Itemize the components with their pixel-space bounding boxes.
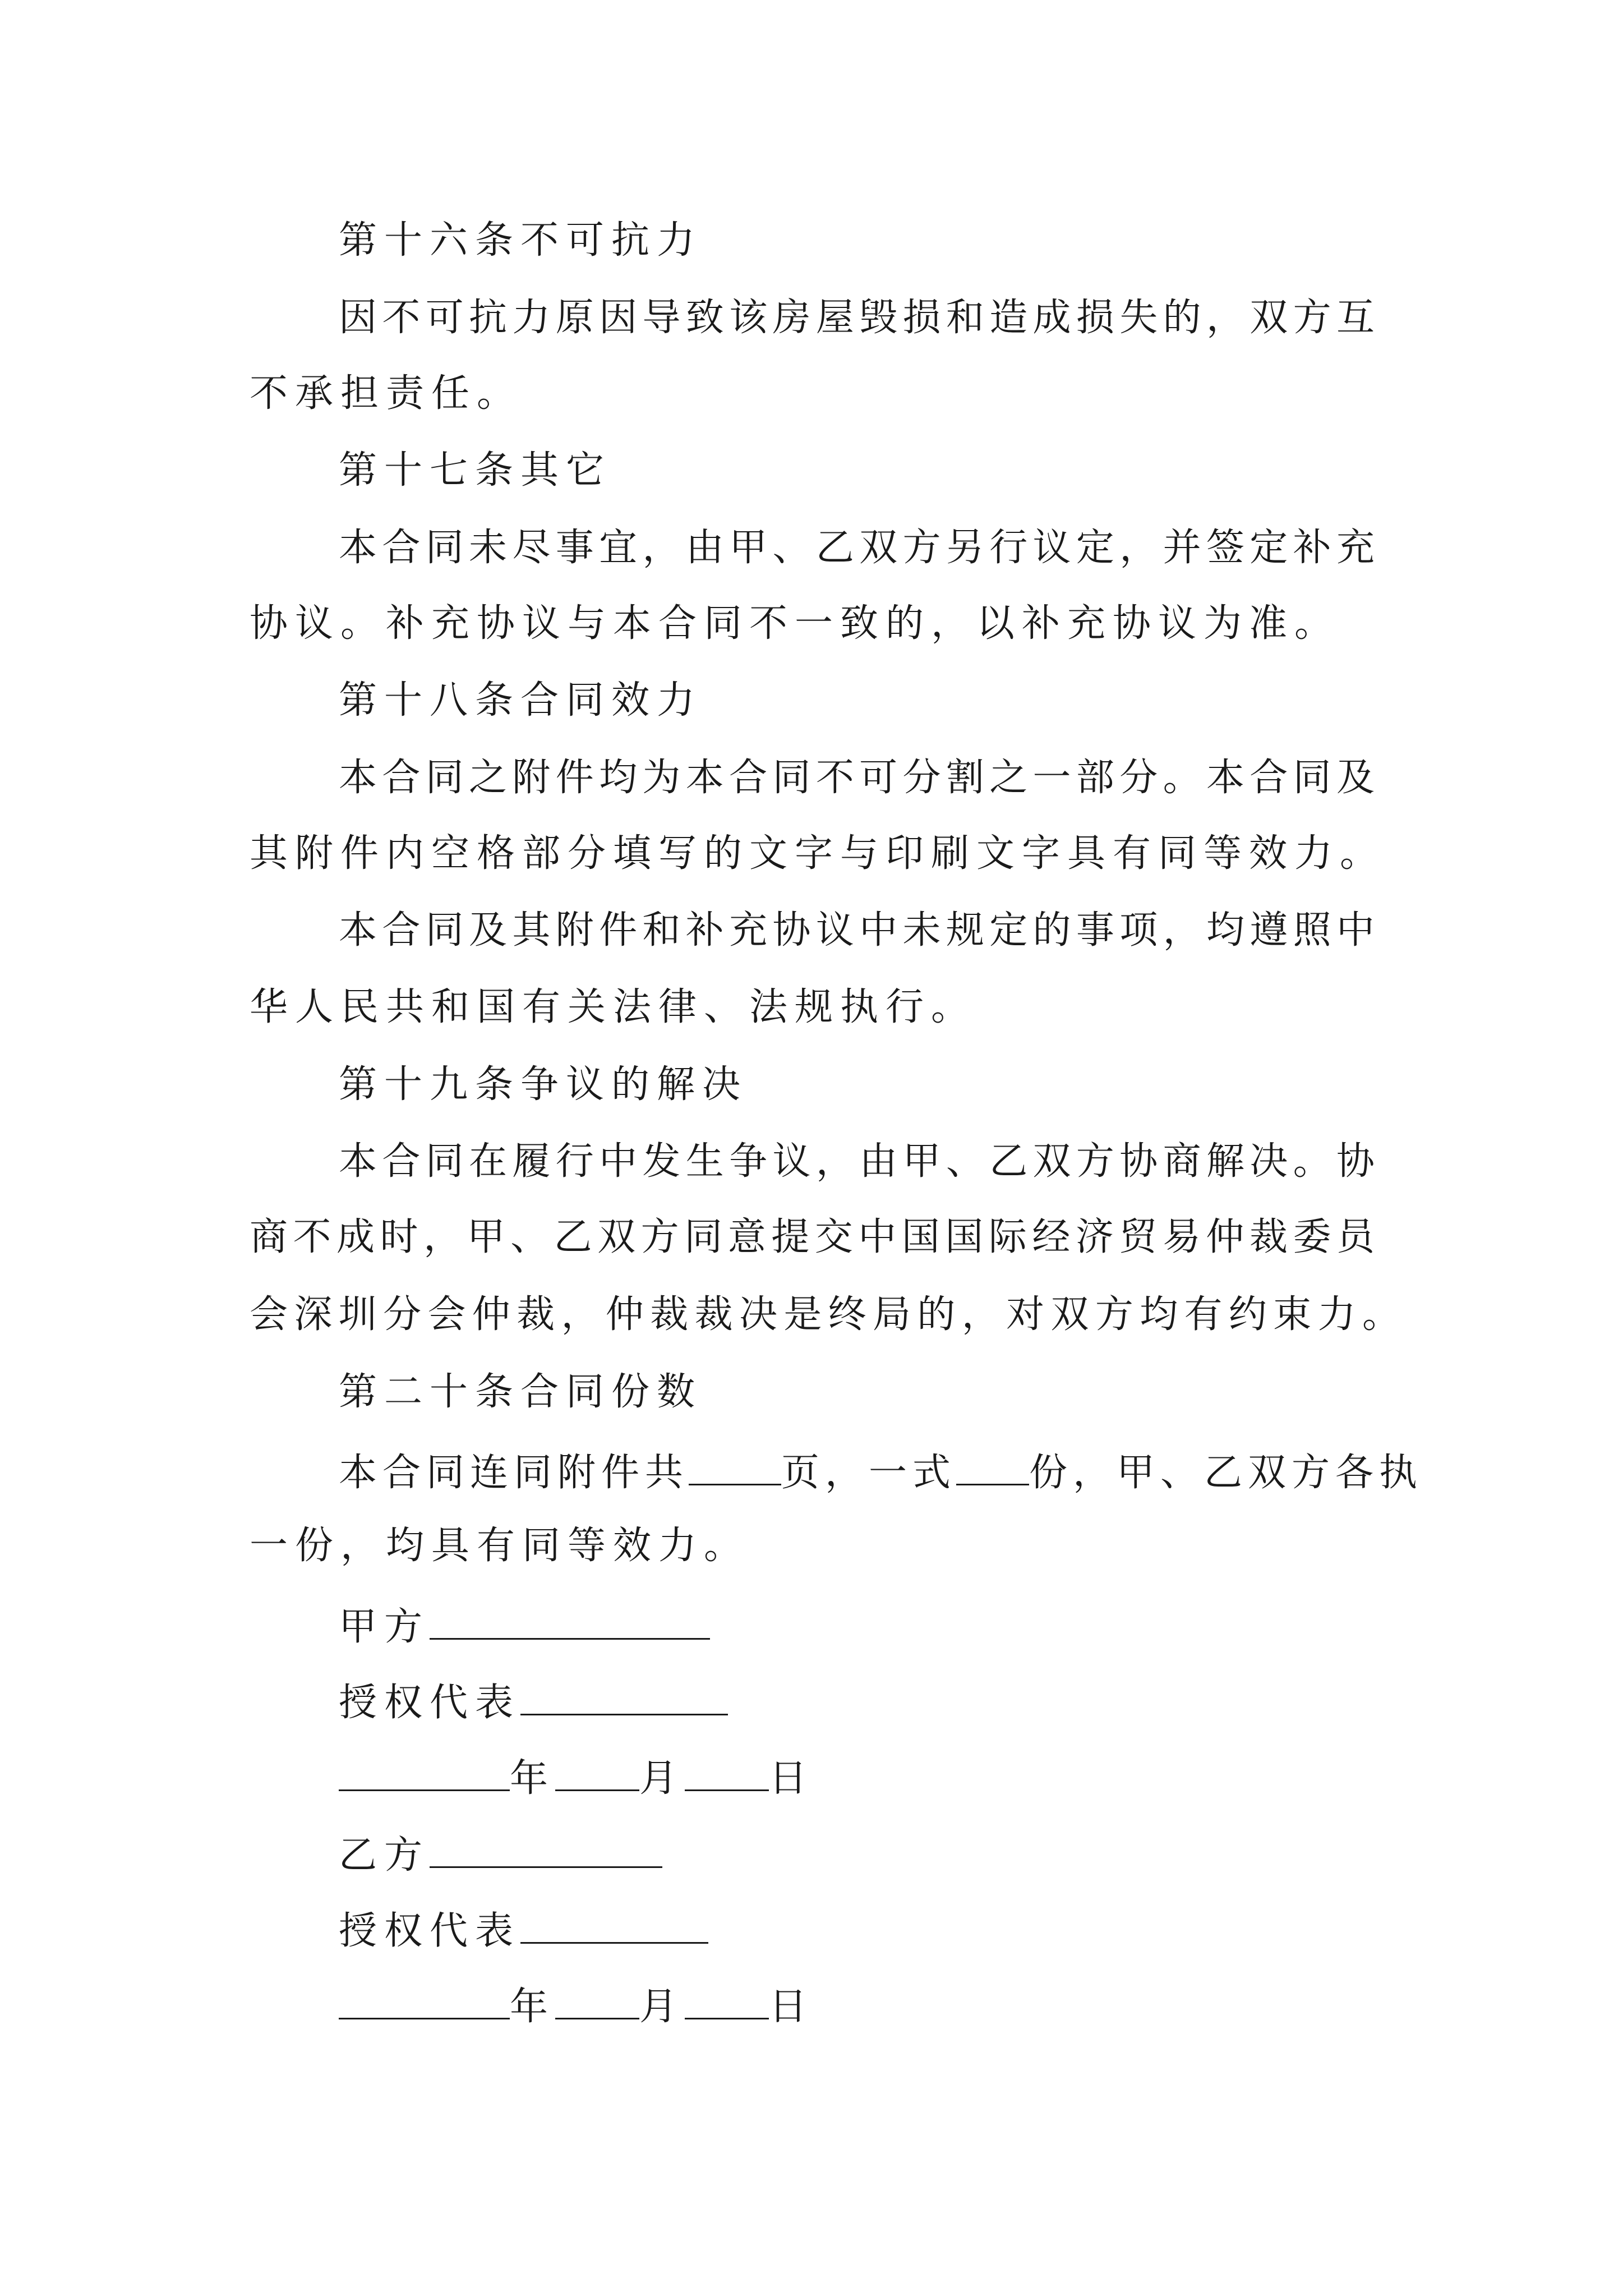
article-16-text-line-2: 不承担责任。 — [250, 371, 523, 416]
article-17-text-line-2: 协议。补充协议与本合同不一致的，以补充协议为准。 — [250, 601, 1340, 646]
party-a-label: 甲方 — [339, 1605, 430, 1649]
article-17-heading: 第十七条其它 — [339, 448, 612, 493]
article-18-heading: 第十八条合同效力 — [339, 678, 703, 723]
article-18-text-line-3: 本合同及其附件和补充协议中未规定的事项，均遵照中 — [339, 908, 1375, 953]
party-b-rep-line — [339, 1908, 708, 1953]
article-19-heading: 第十九条争议的解决 — [339, 1062, 748, 1107]
day-label: 日 — [769, 1985, 815, 2029]
party-b-blank[interactable] — [430, 1833, 662, 1868]
party-a-day-blank[interactable] — [685, 1756, 769, 1791]
party-b-label: 乙方 — [339, 1833, 430, 1878]
party-a-line — [339, 1604, 710, 1649]
party-b-month-blank[interactable] — [555, 1984, 639, 2019]
article-19-text-line-3: 会深圳分会仲裁，仲裁裁决是终局的，对双方均有约束力。 — [250, 1292, 1400, 1337]
year-label: 年 — [510, 1756, 556, 1801]
article-18-text-line-1: 本合同之附件均为本合同不可分割之一部分。本合同及 — [339, 756, 1375, 800]
article-16-text-line-1: 因不可抗力原因导致该房屋毁损和造成损失的，双方互 — [339, 296, 1375, 340]
article-18-text-line-2: 其附件内空格部分填写的文字与印刷文字具有同等效力。 — [250, 831, 1386, 876]
party-b-rep-blank[interactable] — [520, 1908, 708, 1944]
party-a-date-line — [339, 1756, 815, 1801]
party-a-rep-blank[interactable] — [520, 1680, 728, 1715]
article-20-text-part-b: 页，一式 — [781, 1451, 957, 1495]
article-20-heading: 第二十条合同份数 — [339, 1370, 703, 1414]
article-18-text-line-4: 华人民共和国有关法律、法规执行。 — [250, 985, 977, 1029]
party-a-month-blank[interactable] — [555, 1756, 639, 1791]
party-b-date-line — [339, 1984, 815, 2029]
article-20-text-part-c: 份，甲、乙双方各执 — [1029, 1451, 1423, 1495]
party-a-blank[interactable] — [430, 1604, 710, 1640]
month-label: 月 — [639, 1985, 685, 2029]
year-label: 年 — [510, 1985, 556, 2029]
article-20-text-part-a: 本合同连同附件共 — [339, 1451, 689, 1495]
party-b-rep-label: 授权代表 — [339, 1909, 521, 1953]
month-label: 月 — [639, 1756, 685, 1801]
party-b-line — [339, 1833, 662, 1878]
article-20-text-line-1 — [339, 1450, 1423, 1495]
day-label: 日 — [769, 1756, 815, 1801]
article-20-text-line-2: 一份，均具有同等效力。 — [250, 1524, 750, 1568]
pages-blank[interactable] — [689, 1450, 781, 1485]
party-b-day-blank[interactable] — [685, 1984, 769, 2019]
copies-blank[interactable] — [956, 1450, 1029, 1485]
party-a-rep-line — [339, 1680, 728, 1725]
party-a-rep-label: 授权代表 — [339, 1681, 521, 1725]
party-b-year-blank[interactable] — [339, 1984, 510, 2019]
party-a-year-blank[interactable] — [339, 1756, 510, 1791]
article-16-heading: 第十六条不可抗力 — [339, 218, 703, 263]
article-17-text-line-1: 本合同未尽事宜，由甲、乙双方另行议定，并签定补充 — [339, 526, 1375, 570]
article-19-text-line-1: 本合同在履行中发生争议，由甲、乙双方协商解决。协 — [339, 1139, 1375, 1184]
article-19-text-line-2: 商不成时，甲、乙双方同意提交中国国际经济贸易仲裁委员 — [250, 1215, 1375, 1259]
